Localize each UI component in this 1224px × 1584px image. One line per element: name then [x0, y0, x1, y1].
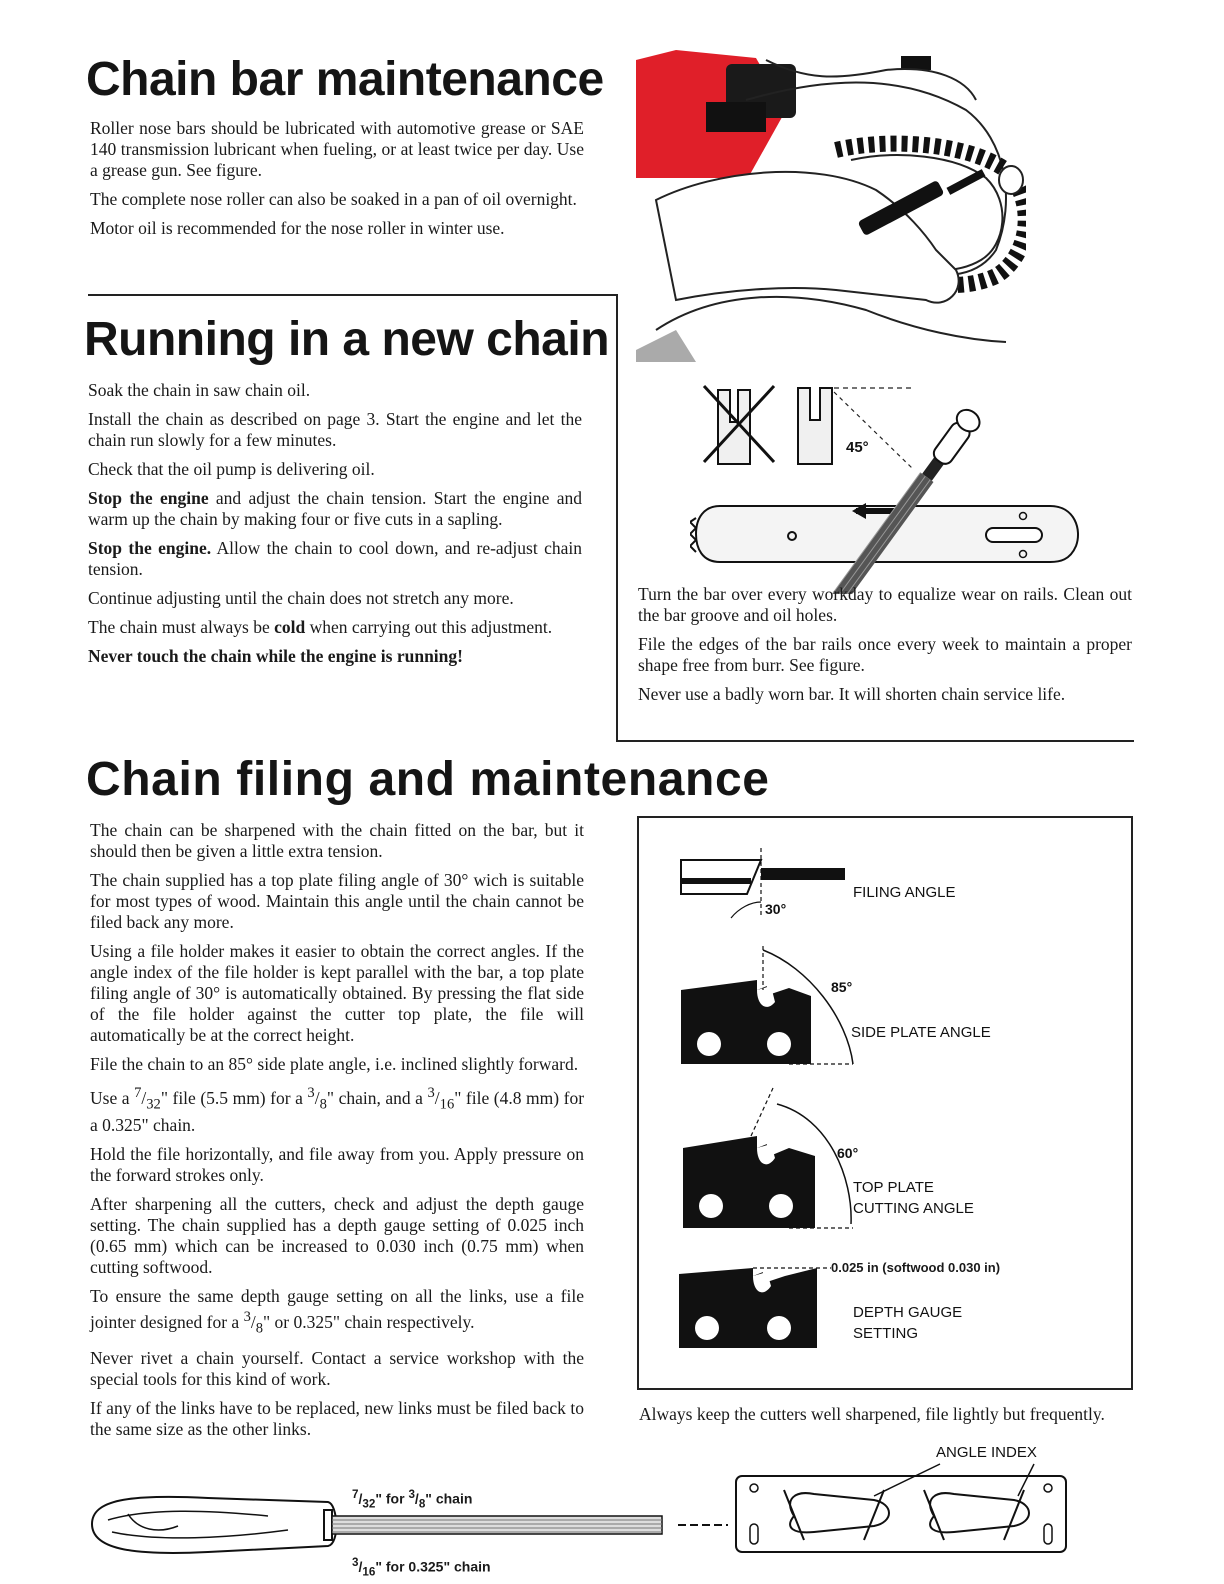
chain-bar-maintenance-heading: Chain bar maintenance: [86, 53, 604, 106]
sharpening-caption-text: Always keep the cutters well sharpened, file lightly but frequently.: [639, 1404, 1105, 1424]
filing-angle-label: FILING ANGLE: [853, 884, 956, 901]
running-paragraph-4: Stop the engine and adjust the chain tension. Start the engine and warm up the chain by making four or five cuts in a sapling.: [88, 488, 583, 529]
cutter-angle-diagram: [637, 816, 1133, 1390]
bar-care-paragraph-1: Turn the bar over every workday to equalize wear on rails. Clean out the bar groove and oil holes.: [638, 584, 1132, 625]
divider-bar-bottom: [616, 740, 1134, 742]
bar-rail-filing-illustration: [690, 382, 1090, 594]
side-plate-figure: [681, 946, 853, 1064]
running-paragraph-5: Stop the engine. Allow the chain to cool down, and re-adjust chain tension.: [88, 538, 582, 579]
running-warning: Never touch the chain while the engine is running!: [88, 646, 463, 666]
bar-paragraph-1: Roller nose bars should be lubricated with automotive grease or SAE 140 transmission lubricant when fueling, or at least twice per day. Use a grease gun. See figure.: [90, 118, 584, 180]
bar-paragraph-2: The complete nose roller can also be soaked in a pan of oil overnight.: [90, 189, 577, 209]
filing-paragraph-4: File the chain to an 85° side plate angle, i.e. inclined slightly forward.: [90, 1054, 579, 1074]
filing-paragraph-6: Hold the file horizontally, and file away from you. Apply pressure on the forward strokes only.: [90, 1144, 584, 1186]
file-size-label-2: $^3/_{16}$" for 0.325" chain: [352, 1556, 491, 1579]
sharpening-caption: [639, 1404, 1133, 1433]
file-size-label-1: $^7/_{32}$" for $^3/_8$" chain: [352, 1488, 473, 1511]
depth-gauge-figure: [679, 1268, 831, 1348]
filing-paragraph-8: To ensure the same depth gauge setting on all the links, use a file jointer designed for a $^3/_8$" or 0.325" chain respectively.: [90, 1286, 584, 1337]
top-plate-label-line-2: CUTTING ANGLE: [853, 1200, 974, 1217]
filing-paragraph-1: The chain can be sharpened with the chain fitted on the bar, but it should then be given a little extra tension.: [90, 820, 584, 861]
running-paragraph-1: Soak the chain in saw chain oil.: [88, 380, 311, 400]
running-paragraph-7: The chain must always be cold when carrying out this adjustment.: [88, 617, 553, 637]
depth-gauge-value: 0.025 in (softwood 0.030 in): [831, 1260, 1001, 1275]
angle-30-label: 30°: [765, 901, 787, 917]
filing-paragraph-9: Never rivet a chain yourself. Contact a service workshop with the special tools for this kind of work.: [90, 1347, 584, 1389]
wrong-rail-shape: [704, 386, 774, 464]
filing-paragraph-2: The chain supplied has a top plate filing angle of 30° wich is suitable for most types of wood. Maintain this angle until the chain cannot be filed back any more.: [90, 870, 584, 932]
angle-index-label: ANGLE INDEX: [936, 1444, 1037, 1461]
chain-filing-text: [90, 820, 584, 1448]
divider-running-top: [88, 294, 618, 296]
angle-85-label: 85°: [831, 979, 853, 995]
side-plate-angle-label: SIDE PLATE ANGLE: [851, 1024, 991, 1041]
running-in-text: [88, 380, 582, 675]
running-paragraph-6: Continue adjusting until the chain does not stretch any more.: [88, 588, 514, 608]
depth-gauge-label-line-1: DEPTH GAUGE: [853, 1304, 963, 1321]
angle-45-label: 45°: [846, 439, 869, 456]
top-plate-label-line-1: TOP PLATE: [853, 1179, 934, 1196]
divider-running-right: [616, 294, 618, 742]
chain-bar-maintenance-text: [90, 118, 584, 247]
running-paragraph-3: Check that the oil pump is delivering oil.: [88, 459, 375, 479]
correct-rail-shape: [798, 388, 832, 464]
running-in-heading: Running in a new chain: [84, 313, 610, 366]
grease-gun-illustration: [636, 50, 1026, 362]
filing-paragraph-5: Use a $^7/_{32}$" file (5.5 mm) for a $^3/_8$" chain, and a $^3/_{16}$" file (4.8 mm) for a 0.325" chain.: [90, 1085, 585, 1136]
filing-angle-figure: [681, 848, 845, 918]
angle-60-label: 60°: [837, 1145, 859, 1161]
file-holder-illustration: [734, 1460, 1070, 1556]
bar-paragraph-3: Motor oil is recommended for the nose roller in winter use.: [90, 218, 505, 238]
bar-care-paragraph-3: Never use a badly worn bar. It will shorten chain service life.: [638, 684, 1066, 704]
running-paragraph-2: Install the chain as described on page 3. Start the engine and let the chain run slowly for a few minutes.: [88, 409, 582, 450]
chain-filing-heading: Chain filing and maintenance: [86, 753, 770, 806]
bar-care-paragraph-2: File the edges of the bar rails once every week to maintain a proper shape free from burr. See figure.: [638, 634, 1132, 675]
bar-care-text: [638, 584, 1132, 713]
depth-gauge-label-line-2: SETTING: [853, 1325, 919, 1342]
filing-paragraph-3: Using a file holder makes it easier to obtain the correct angles. If the angle index of the file holder is kept parallel with the bar, a top plate filing angle of 30° is automatically obtained. By pressing the flat side of the file holder against the cutter top plate, the file will automatically be at the correct height.: [90, 941, 584, 1045]
top-plate-figure: [683, 1088, 853, 1228]
filing-paragraph-10: If any of the links have to be replaced, new links must be filed back to the same size as the other links.: [90, 1397, 584, 1439]
filing-paragraph-7: After sharpening all the cutters, check and adjust the depth gauge setting. The chain supplied has a depth gauge setting of 0.025 inch (0.65 mm) which can be increased to 0.030 inch (0.75 mm) when cutting softwood.: [90, 1194, 584, 1278]
